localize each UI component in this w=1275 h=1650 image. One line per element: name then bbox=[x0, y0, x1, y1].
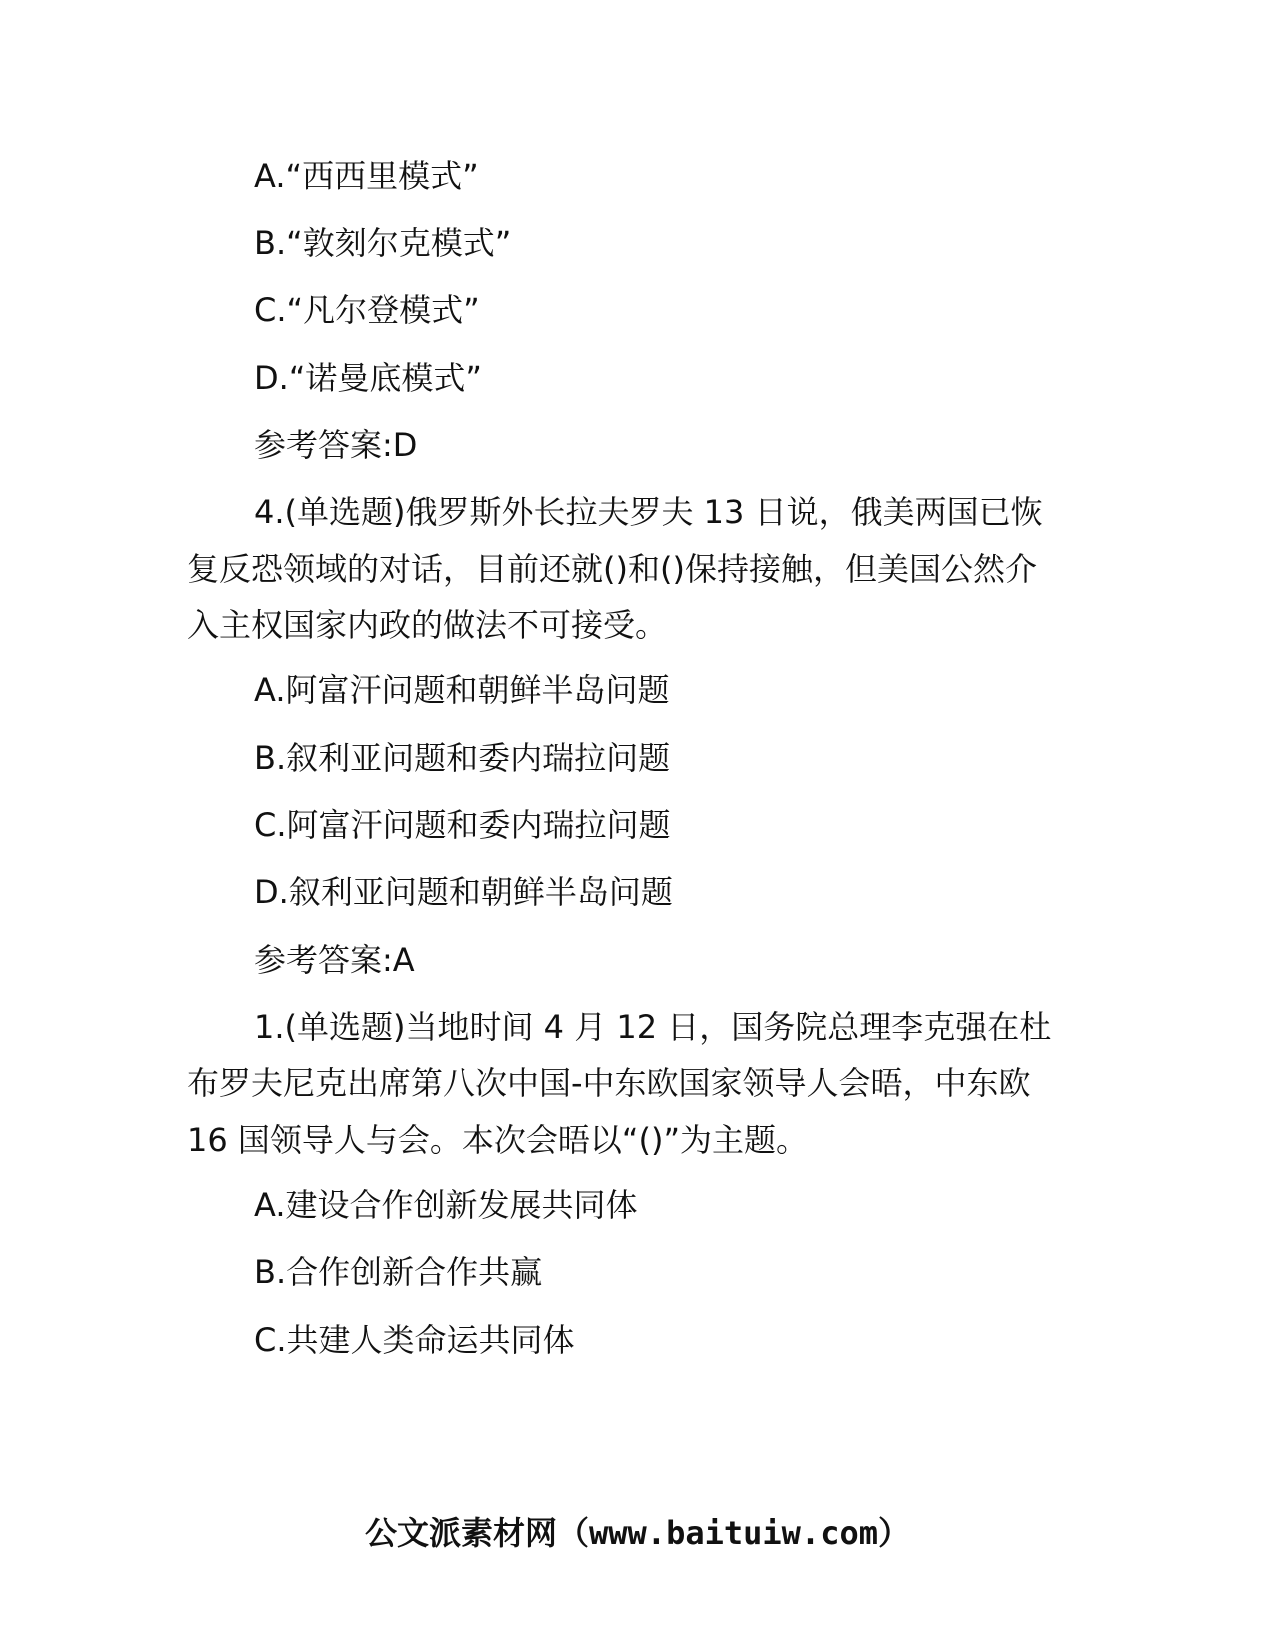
question-text: 复反恐领域的对话，目前还就()和()保持接触，但美国公然介 bbox=[187, 550, 1037, 588]
footer-url: www.baituiw.com bbox=[589, 1514, 878, 1552]
question-text: 入主权国家内政的做法不可接受。 bbox=[187, 606, 668, 644]
option-b: B.“敦刻尔克模式” bbox=[254, 224, 512, 262]
footer-site-name: 公文派素材网（ bbox=[364, 1514, 589, 1552]
option-d: D.叙利亚问题和朝鲜半岛问题 bbox=[254, 873, 673, 911]
option-c: C.阿富汗问题和委内瑞拉问题 bbox=[254, 806, 671, 844]
option-c: C.共建人类命运共同体 bbox=[254, 1321, 575, 1359]
option-a: A.“西西里模式” bbox=[254, 157, 479, 195]
answer-text: 参考答案:A bbox=[254, 941, 415, 979]
option-d: D.“诺曼底模式” bbox=[254, 359, 482, 397]
question-text: 16 国领导人与会。本次会晤以“()”为主题。 bbox=[187, 1121, 809, 1159]
answer-text: 参考答案:D bbox=[254, 426, 418, 464]
footer bbox=[0, 1513, 1275, 1553]
option-b: B.合作创新合作共赢 bbox=[254, 1253, 543, 1291]
question-text: 1.(单选题)当地时间 4 月 12 日，国务院总理李克强在杜 bbox=[254, 1008, 1052, 1046]
option-a: A.阿富汗问题和朝鲜半岛问题 bbox=[254, 671, 670, 709]
option-a: A.建设合作创新发展共同体 bbox=[254, 1186, 638, 1224]
option-b: B.叙利亚问题和委内瑞拉问题 bbox=[254, 739, 671, 777]
question-text: 4.(单选题)俄罗斯外长拉夫罗夫 13 日说，俄美两国已恢 bbox=[254, 493, 1043, 531]
footer-close: ） bbox=[877, 1514, 910, 1552]
question-text: 布罗夫尼克出席第八次中国-中东欧国家领导人会晤，中东欧 bbox=[187, 1064, 1031, 1102]
option-c: C.“凡尔登模式” bbox=[254, 291, 480, 329]
